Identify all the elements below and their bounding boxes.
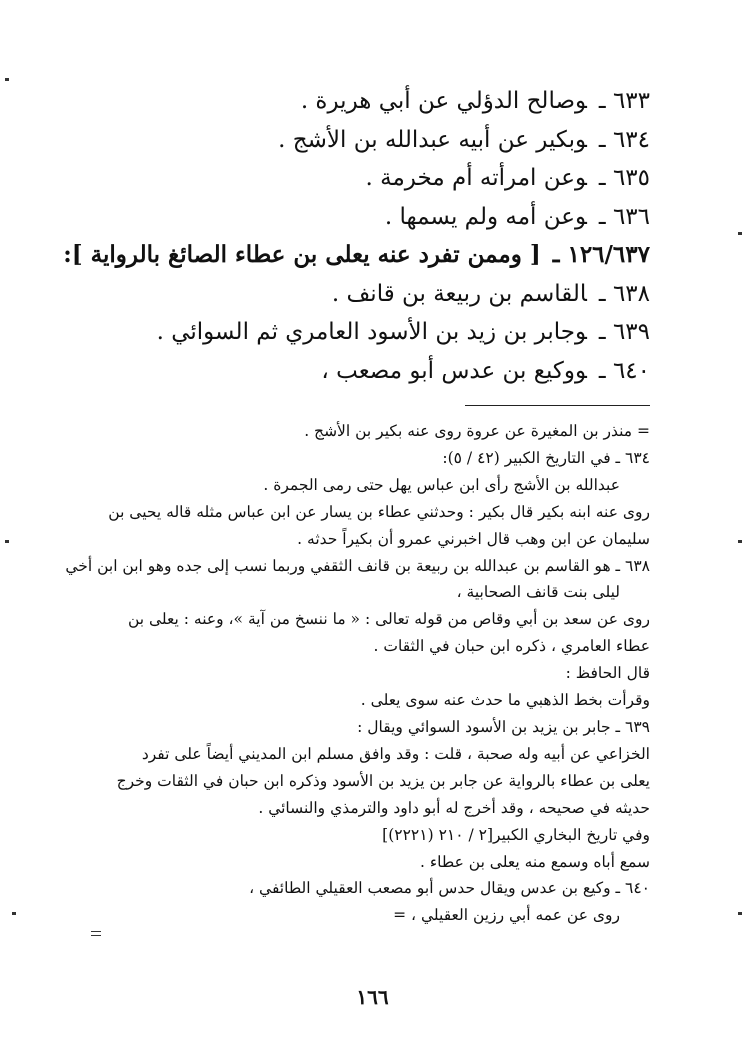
scan-dash [91,935,101,936]
footnote-line: = منذر بن المغيرة عن عروة روى عنه بكير بن الأشج . [304,422,650,440]
footnote-line: الخزاعي عن أبيه وله صحبة ، قلت : وقد وافق مسلم ابن المديني أيضاً على تفرد [141,744,650,763]
footnote-line: ٦٣٤ ـ في التاريخ الكبير (٤٢ / ٥): [442,448,650,467]
scan-speck [738,912,742,915]
footnote-line: ٦٤٠ ـ وكيع بن عدس ويقال حدس أبو مصعب العقيلي الطائفي ، [249,879,650,898]
main-entry: ٦٣٦ ـوعن أمه ولم يسمها . [384,203,650,230]
footnote-line: سمع أباه وسمع منه يعلى بن عطاء . [420,852,650,871]
footnote-line: وقرأت بخط الذهبي ما حدث عنه سوى يعلى . [360,691,650,710]
scan-speck [5,78,9,81]
footnote-line: يعلى بن عطاء بالرواية عن جابر بن يزيد بن الأسود وذكره ابن حبان في الثقات وخرج [116,771,650,790]
page-number: ١٦٦ [356,985,389,1009]
footnote-line: قال الحافظ : [565,664,650,683]
scan-speck [5,540,9,543]
scan-speck [12,912,16,915]
footnote-line: روى عن سعد بن أبي وقاص من قوله تعالى : « ما ننسخ من آية »، وعنه : يعلى بن [127,610,650,629]
scan-dash [91,931,101,932]
footnote-line: روى عنه ابنه بكير قال بكير : وحدثني عطاء بن يسار عن ابن عباس مثله قاله يحيى بن [108,502,650,521]
footnote-line: عطاء العامري ، ذكره ابن حبان في الثقات . [373,637,650,656]
footnote-line: وفي تاريخ البخاري الكبير[٢ / ٢١٠ (٢٢٢١)] [382,825,650,844]
scan-speck [738,232,742,235]
footnote-line: ٦٣٨ ـ هو القاسم بن عبدالله بن ربيعة بن قانف الثقفي وربما نسب إلى جده وهو ابن ابن أخي [65,556,650,575]
main-entry: ٦٣٨ ـالقاسم بن ربيعة بن قانف . [331,280,650,307]
footnote-line: ٦٣٩ ـ جابر بن يزيد بن الأسود السوائي ويقال : [357,717,650,736]
footnote-line: سليمان عن ابن وهب قال اخبرني عمرو أن بكيراً حدثه . [297,529,650,548]
footnote-line: عبدالله بن الأشج رأى ابن عباس يهل حتى رمى الجمرة . [263,475,620,494]
main-entry: ٦٣٣ ـوصالح الدؤلي عن أبي هريرة . [300,88,650,114]
main-entry-heading: ١٢٦/٦٣٧ ـ[ وممن تفرد عنه يعلى بن عطاء الصائغ بالرواية ]: [63,241,650,268]
main-entry: ٦٣٥ ـوعن امرأته أم مخرمة . [365,165,650,191]
footnotes [50,418,650,929]
footnote-line: روى عن عمه أبي رزين العقيلي ، = [393,906,620,925]
main-entry: ٦٤٠ ـووكيع بن عدس أبو مصعب ، [321,357,650,384]
footnote-separator [465,405,650,406]
footnote-line: ليلى بنت قانف الصحابية ، [456,583,620,602]
footnote-line: حديثه في صحيحه ، وقد أخرج له أبو داود والترمذي والنسائي . [258,798,650,817]
scan-speck [738,540,742,543]
main-entry-list [63,82,650,390]
main-entry: ٦٣٩ ـوجابر بن زيد بن الأسود العامري ثم السوائي . [156,319,650,345]
main-entry: ٦٣٤ ـوبكير عن أبيه عبدالله بن الأشج . [278,126,650,153]
